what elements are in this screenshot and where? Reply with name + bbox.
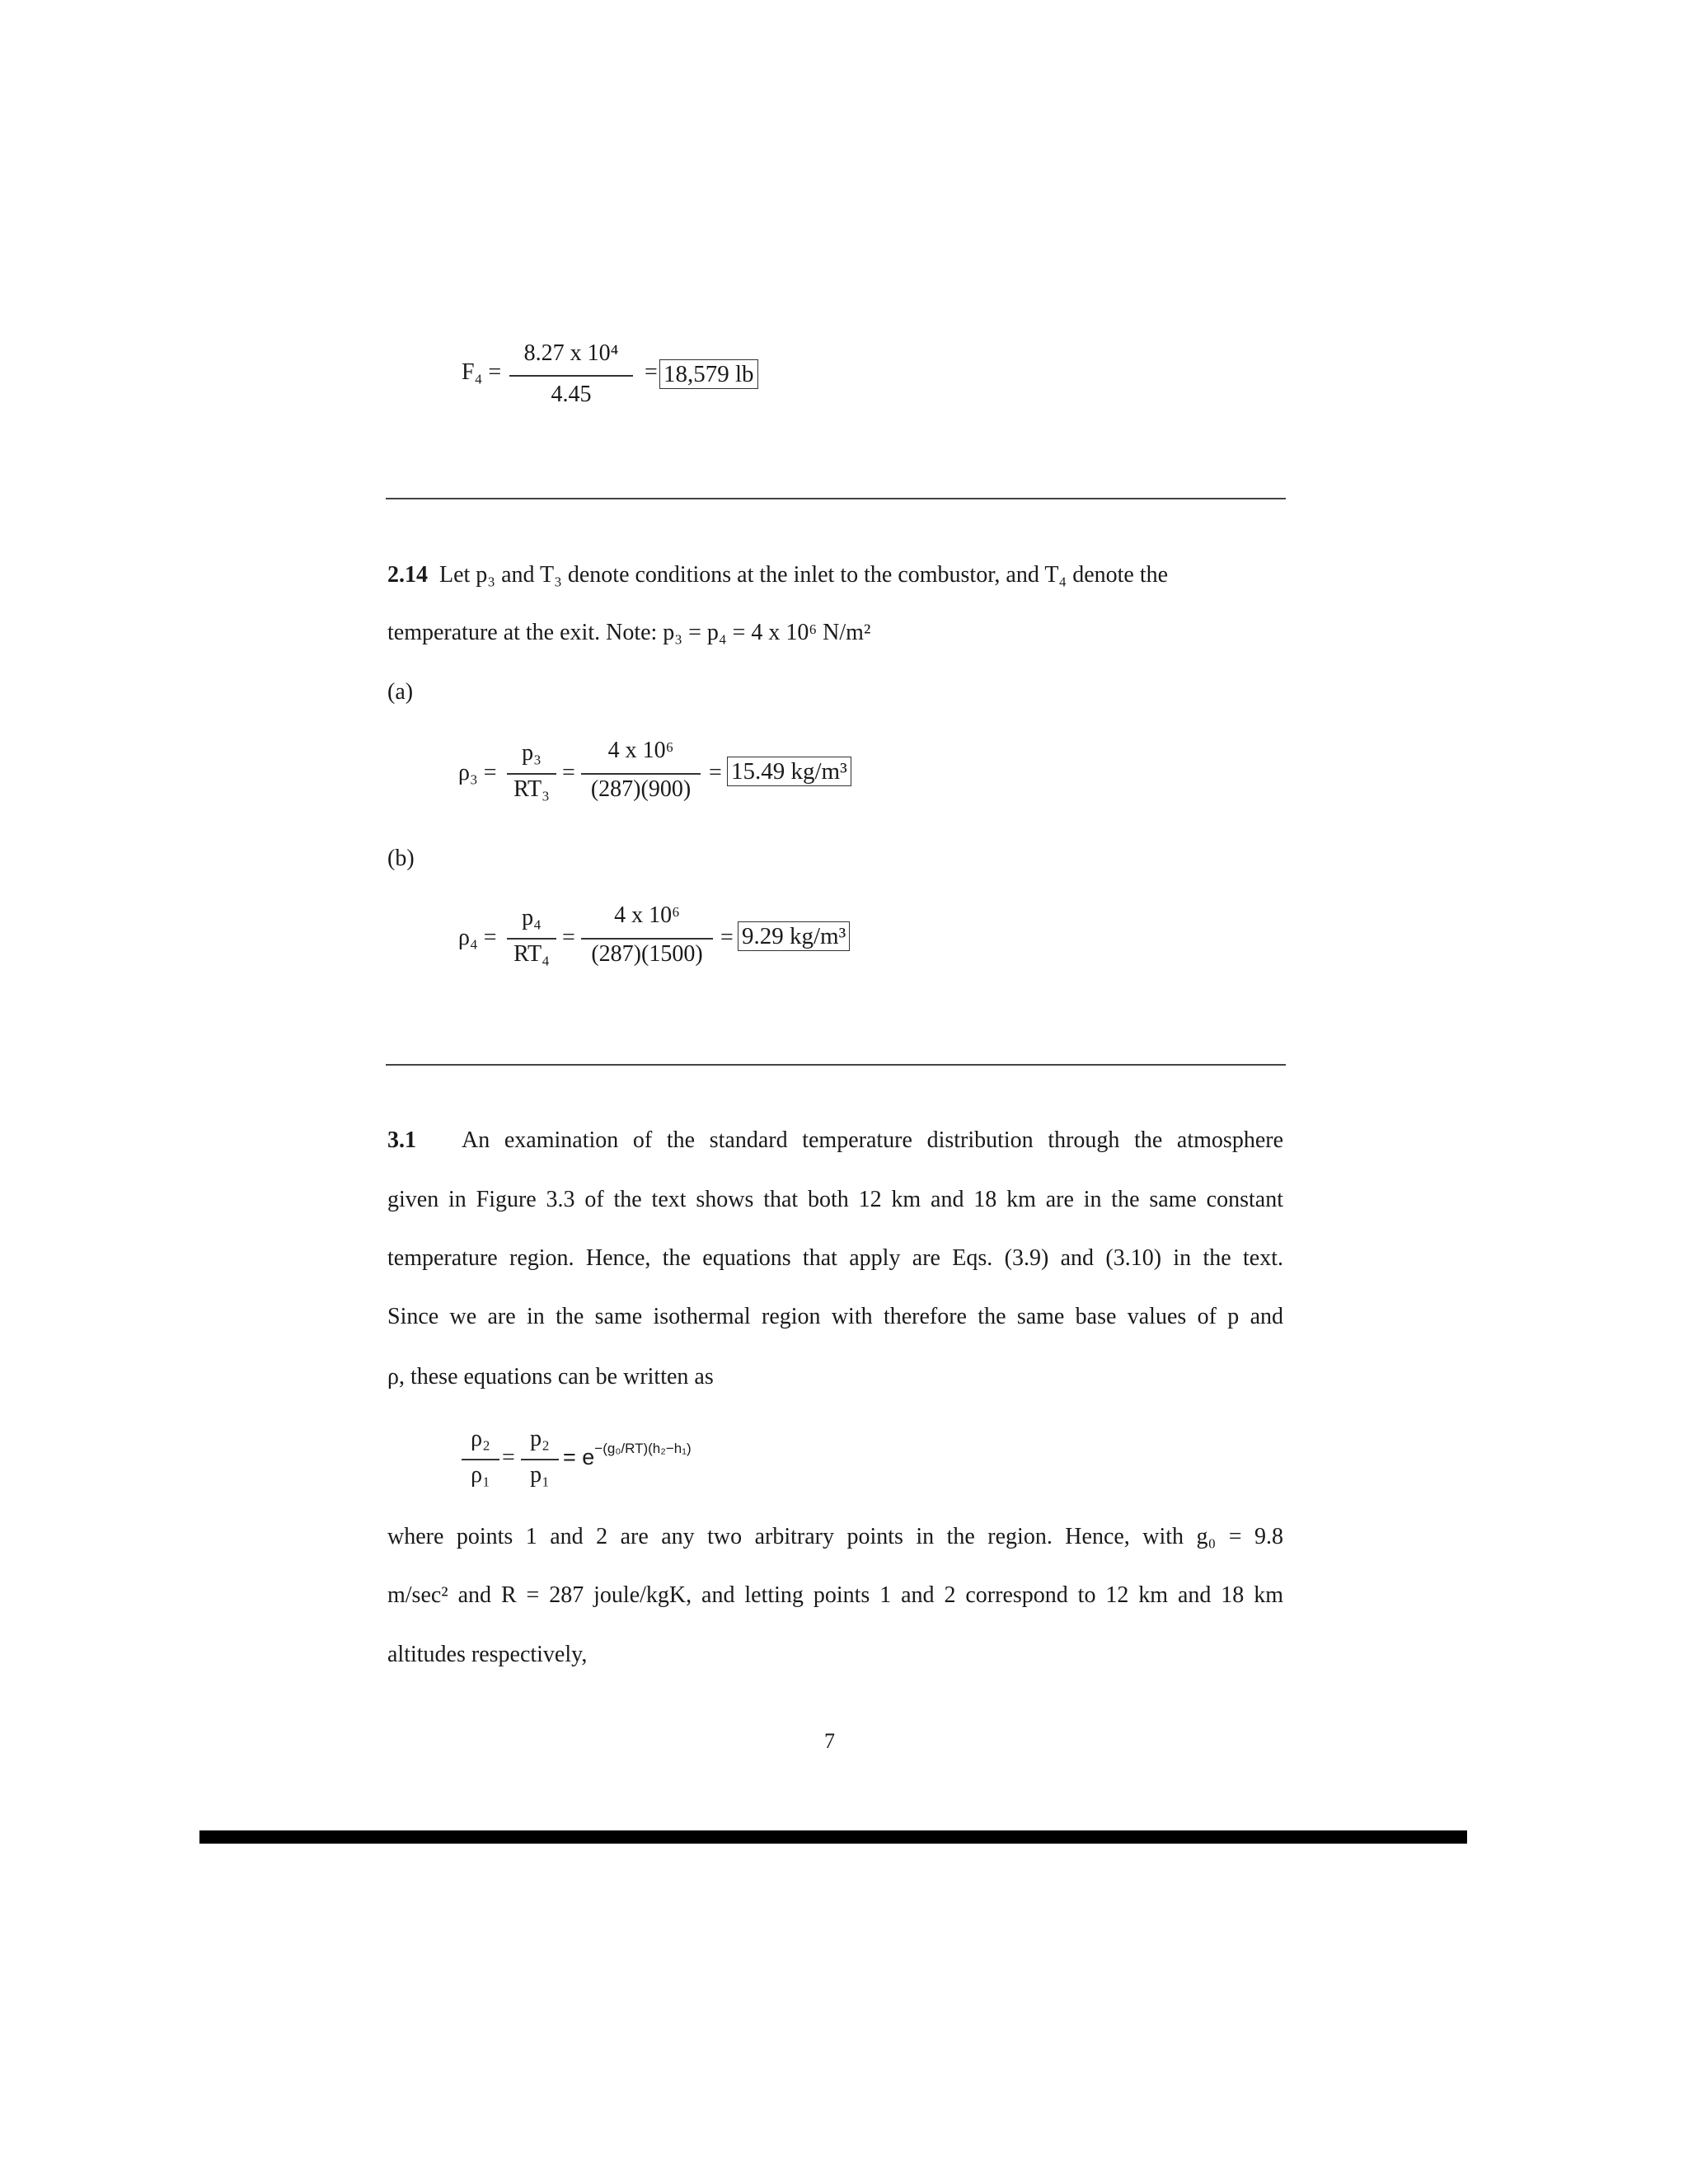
rho3-fraction-1: [507, 740, 556, 814]
problem-3-1-after-line2: m/sec² and R = 287 joule/kgK, and letting points 1 and 2 correspond to 12 km and 18 km: [387, 1582, 1283, 1608]
section-divider: [386, 1064, 1286, 1066]
f4-fraction: [509, 340, 633, 415]
problem-3-1-line3: temperature region. Hence, the equations that apply are Eqs. (3.9) and (3.10) in the text.: [387, 1245, 1283, 1271]
ratio-exponential: [563, 1441, 692, 1470]
problem-number: 2.14: [387, 562, 428, 588]
fraction-bar: [462, 1459, 499, 1460]
part-b-label: (b): [387, 846, 415, 871]
part-a-label: (a): [387, 679, 414, 705]
rho4-numerator-2: 4 x 10⁶: [614, 902, 680, 928]
problem-2-14-line2: temperature at the exit. Note: p₃ = p₄ = 4 x 10⁶ N/m²: [387, 620, 871, 645]
rho4-equals-1: =: [562, 925, 575, 950]
fraction-bar: [507, 938, 556, 940]
problem-3-1-after-line3: altitudes respectively,: [387, 1642, 588, 1667]
problem-number: 3.1: [387, 1127, 416, 1153]
f4-denominator: 4.45: [551, 382, 592, 407]
ratio-equals-1: =: [502, 1445, 515, 1470]
fraction-bar: [581, 773, 701, 775]
rho3-numerator-1: p₃: [522, 740, 542, 766]
ratio-p2: p₂: [530, 1426, 550, 1451]
ratio-equals-e: = e: [563, 1445, 595, 1469]
section-divider: [386, 498, 1286, 499]
page-number: 7: [824, 1729, 835, 1753]
rho3-lhs: ρ₃ =: [458, 760, 497, 785]
rho3-result-box: 15.49 kg/m³: [727, 757, 851, 786]
ratio-fraction-rho: [462, 1426, 499, 1498]
f4-numerator: 8.27 x 10⁴: [523, 340, 619, 366]
ratio-rho1: ρ₁: [471, 1462, 490, 1488]
rho4-result-box: 9.29 kg/m³: [738, 921, 850, 951]
problem-3-1-number: [387, 1126, 416, 1155]
rho4-fraction-1: [507, 905, 556, 979]
rho3-denominator-1: RT₃: [513, 776, 550, 802]
ratio-rho2: ρ₂: [471, 1426, 490, 1451]
fraction-bar: [521, 1459, 559, 1460]
rho4-lhs: ρ₄ =: [458, 925, 497, 950]
f4-result-box: 18,579 lb: [659, 359, 758, 389]
rho4-equals-2: =: [720, 925, 734, 950]
f4-lhs: F₄ =: [462, 359, 502, 385]
ratio-fraction-p: [521, 1426, 559, 1498]
problem-text: Let p₃ and T₃ denote conditions at the inlet to the combustor, and T₄ denote the: [439, 562, 1169, 588]
fraction-bar: [581, 938, 713, 940]
rho4-denominator-1: RT₄: [513, 941, 550, 967]
rho3-equals-2: =: [709, 760, 722, 785]
problem-3-1-after-line1: where points 1 and 2 are any two arbitrary points in the region. Hence, with g₀ = 9.8: [387, 1524, 1283, 1549]
rho3-fraction-2: [581, 738, 701, 812]
rho3-equals-1: =: [562, 760, 575, 785]
ratio-p1: p₁: [530, 1462, 550, 1488]
fraction-bar: [507, 773, 556, 775]
fraction-bar: [509, 375, 633, 377]
problem-3-1-line5: ρ, these equations can be written as: [387, 1364, 714, 1390]
ratio-exponent: −(g₀/RT)(h₂−h₁): [594, 1441, 692, 1456]
problem-2-14-line1: [387, 560, 1168, 590]
page-footer-bar: [199, 1830, 1467, 1844]
rho4-denominator-2: (287)(1500): [591, 941, 703, 967]
problem-3-1-line4: Since we are in the same isothermal region with therefore the same base values of p and: [387, 1304, 1283, 1329]
rho3-numerator-2: 4 x 10⁶: [607, 738, 674, 763]
rho3-denominator-2: (287)(900): [590, 776, 692, 802]
rho4-fraction-2: [581, 902, 713, 977]
problem-3-1-line1: An examination of the standard temperature distribution through the atmosphere: [462, 1127, 1283, 1153]
rho4-numerator-1: p₄: [522, 905, 542, 930]
problem-3-1-line2: given in Figure 3.3 of the text shows that both 12 km and 18 km are in the same constant: [387, 1187, 1283, 1212]
f4-equals: =: [645, 359, 658, 385]
